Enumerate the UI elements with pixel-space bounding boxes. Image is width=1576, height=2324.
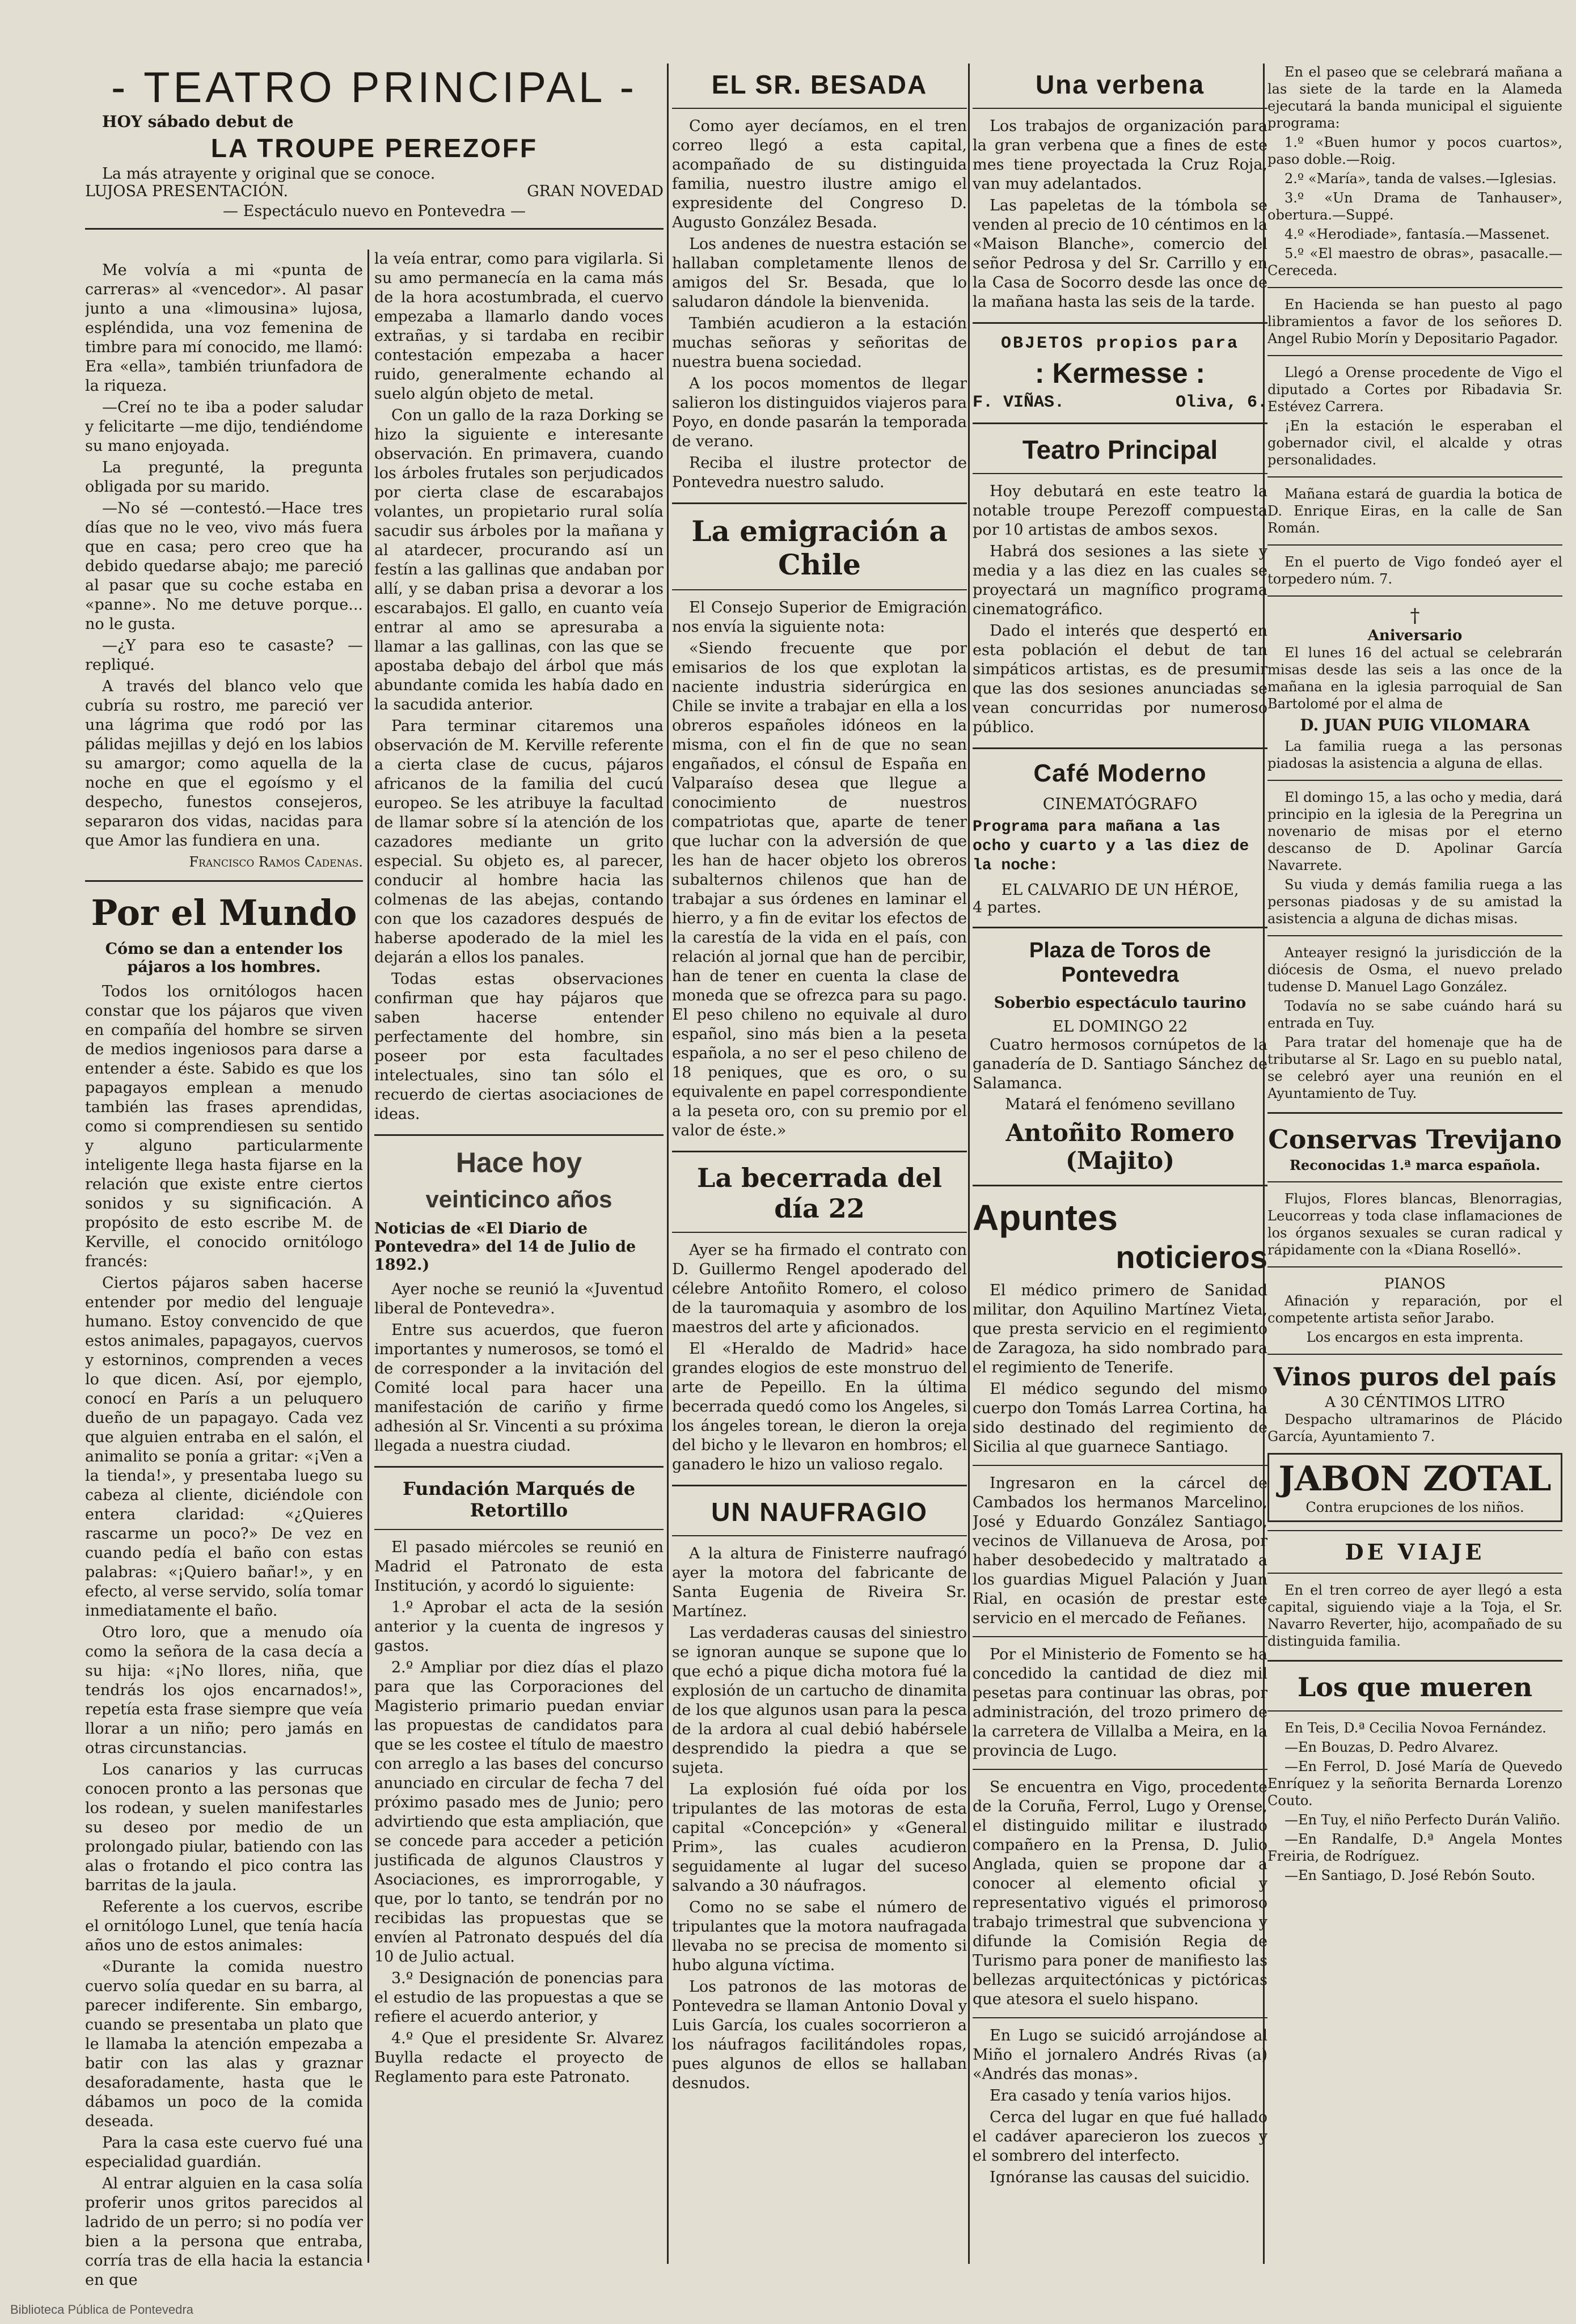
article-paragraph: Ciertos pájaros saben hacerse entender por medio del lenguaje humano. Estoy convencido de que estos animales, papagayos, cuervos y estorninos, comprenden a veces lo que dicen. Así, por ejemplo, conocí en París a un peluquero dueño de un papagayo. Cada vez que alguien entraba en el salón, el animalito se ponía a gritar: «¡Ven a la tienda!», y presentaba luego su cabeza al cliente, diciéndole con entera claridad: «¿Quieres rascarme un poco?» De vez en cuando pedía el baño con estas palabras: «¡Quiero bañar!», y en efecto, al verse servido, solía tomar inmediatamente el baño. [85,1274,363,1620]
hace-hoy-title: Hace hoy [455,1147,582,1178]
article-paragraph: En el paseo que se celebrará mañana a las siete de la tarde en la Alameda ejecutará la banda municipal el siguiente programa: [1267,64,1562,131]
objetos-line: OBJETOS propios para [1000,334,1240,353]
story-paragraph: Me volvía a mi «punta de carreras» al «vencedor». Al pasar junto a una «limousina» lujosa, espléndida, una voz femenina de timbre para mí conocido, me llamó: Era «ella», también triunfadora de la riqueza. [85,261,363,395]
cross-icon: † [1410,605,1420,627]
article-paragraph: 4.º Que el presidente Sr. Alvarez Buylla redacte el proyecto de Reglamento para este Patronato. [374,2030,664,2086]
conservas-tagline: Reconocidas 1.ª marca española. [1289,1157,1541,1173]
article-paragraph: Por el Ministerio de Fomento se ha concedido la cantidad de diez mil pesetas para continuar las obras, por administración, del trozo primero de la carretera de Villalba a Meira, en la provincia de Lugo. [973,1646,1267,1760]
article-paragraph: Entre sus acuerdos, que fueron importantes y numerosos, se tomó el de corresponder a la invitación del Comité local para hacer una manifestación de cariño y firme adhesión al Sr. Vincenti a su próxima llegada a nuestra ciudad. [374,1321,664,1455]
story-paragraph: A través del blanco velo que cubría su rostro, me pareció ver una lágrima que rodó por las pálidas mejillas y dejó en los labios su amargor; como aquella de la noche en que el egoísmo y el despecho, funestos consejeros, separaron dos vidas, nacidas para que Amor las fundiera en una. [85,678,363,850]
column-rule [968,64,970,2264]
calvario-line: EL CALVARIO DE UN HÉROE, [1001,881,1239,899]
puig-name: D. JUAN PUIG VILOMARA [1300,716,1530,734]
article-paragraph: Como no se sabe el número de tripulantes que la motora naufragada llevaba no se precisa de momento si hubo alguna víctima. [672,1899,967,1974]
article-paragraph: Los trabajos de organización para la gran verbena que a fines de este mes tiene proyectada la Cruz Roja, van muy adelantados. [973,117,1267,193]
program-item: 2.º «María», tanda de valses.—Iglesias. [1285,171,1557,187]
article-paragraph: «Durante la comida nuestro cuervo solía quedar en su barra, al parecer indiferente. Sin embargo, cuando se presentaba un plato que le llamaba la atención empezaba a batir con las alas y graznar desaforadamente, hasta que le dábamos un poco de la comida deseada. [85,1958,363,2130]
article-paragraph: Referente a los cuervos, escribe el ornitólogo Lunel, que tenía hacía años uno de estos animales: [85,1898,363,1954]
obituary-item: —En Bouzas, D. Pedro Alvarez. [1285,1739,1499,1755]
obituary-item: —En Santiago, D. José Rebón Souto. [1285,1867,1536,1883]
article-paragraph: Hoy debutará en este teatro la notable troupe Perezoff compuesta por 10 artistas de ambos sexos. [973,483,1267,539]
story-paragraph: La pregunté, la pregunta obligada por su marido. [85,459,363,496]
ad-line: HOY sábado debut de [102,112,294,131]
chile-title: La emigración a Chile [691,514,948,581]
article-paragraph: Dado el interés que despertó en esta población el debut de tan simpáticos artistas, es de presumir que las dos sesiones anunciadas se vean concurridas por numeroso público. [973,622,1267,736]
column-5 [1267,64,1562,1886]
article-paragraph: Era casado y tenía varios hijos. [990,2087,1232,2105]
article-paragraph: Las verdaderas causas del siniestro se ignoran aunque se supone que lo que echó a pique dicha motora fué la explosión de un cartucho de dinamita de los que algunos usan para la pesca de la ardora al cual debió habérsele desprendido la piedra a que se sujeta. [672,1624,967,1777]
program-item: 3.º «Un Drama de Tanhauser», obertura.—Suppé. [1267,190,1562,223]
article-paragraph: El pasado miércoles se reunió en Madrid el Patronato de esta Institución, y acordó lo siguiente: [374,1539,664,1595]
article-paragraph: En el tren correo de ayer llegó a esta capital, siguiendo viaje a la Toja, el Sr. Navarro Reverter, hijo, acompañado de su distinguida familia. [1267,1582,1562,1649]
article-paragraph: Para tratar del homenaje que ha de tributarse al Sr. Lago en su pueblo natal, se celebró ayer una reunión en el Ayuntamiento de Tuy. [1267,1034,1562,1101]
story-paragraph: —No sé —contestó.—Hace tres días que no le veo, vivo más fuera que en casa; pero creo que ha debido quedarse abajo; me pareció al pasar que su coche estaba en «panne». No me detuve porque... no le gusta. [85,500,363,633]
article-paragraph: Los patronos de las motoras de Pontevedra se llaman Antonio Doval y Luis García, los cuales socorrieron a los náufragos facilitándoles ropas, pues algunos de ellos se hallaban desnudos. [672,1978,967,2092]
obituary-item: —En Tuy, el niño Perfecto Durán Valiño. [1285,1812,1561,1828]
article-paragraph: El Consejo Superior de Emigración nos envía la siguiente nota: [672,599,967,636]
article-paragraph: 3.º Designación de ponencias para el estudio de las propuestas a que se refiere el acuerdo anterior, y [374,1970,664,2026]
verbena-title: Una verbena [1035,70,1205,99]
article-paragraph: Cerca del lugar en que fué hallado el cadáver aparecieron los zuecos y el sombrero del interfecto. [973,2108,1267,2165]
column-rule [367,250,369,2263]
article-paragraph: La familia ruega a las personas piadosas la asistencia a alguna de ellas. [1267,738,1562,771]
article-paragraph: 1.º Aprobar el acta de la sesión anterior y la cuenta de ingresos y gastos. [374,1599,664,1655]
kermesse-title: : Kermesse : [1034,357,1206,389]
column-3 [672,64,967,2095]
article-paragraph: Cuatro hermosos cornúpetos de la ganadería de D. Santiago Sánchez de Salamanca. [973,1036,1267,1092]
cafe-title: Café Moderno [1033,759,1207,787]
ad-troupe: LA TROUPE PEREZOFF [210,133,538,163]
article-paragraph: Los canarios y las currucas conocen pronto a las personas que los rodean, y suelen manifestarles su deseo por medio de un prolongado piular, batiendo con las alas o frotando el pico contra las barritas de la jaula. [85,1761,363,1894]
article-paragraph: El «Heraldo de Madrid» hace grandes elogios de este monstruo del arte de Pepeillo. En la última becerrada quedó como los Angeles, si los ángeles torean, le dieron la oreja del bicho y le llevaron en hombros; el ganadero le hizo un valioso regalo. [672,1340,967,1473]
article-paragraph: Los andenes de nuestra estación se hallaban completamente llenos de amigos del Sr. Besada, que lo saludaron dándole la bienvenida. [672,235,967,311]
article-paragraph: Otro loro, que a menudo oía como la señora de la casa decía a su hija: «¡No llores, niña, que tendrás los ojos encarnados!», repetía esta frase siempre que veía llorar a un niño; pero jamás en otras circunstancias. [85,1624,363,1757]
story-paragraph: —¿Y para eso te casaste? —repliqué. [85,637,363,674]
article-paragraph: Ayer se ha firmado el contrato con D. Guillermo Rengel apoderado del célebre Antoñito Romero, el coloso de la tauromaquia y asombro de los maestros del arte y aficionados. [672,1241,967,1336]
jabon-title: JABON ZOTAL [1278,1459,1552,1499]
article-paragraph: Se encuentra en Vigo, procedente de la Coruña, Ferrol, Lugo y Orense, el distinguido militar e ilustrado compañero en la Prensa, D. Julio Anglada, quien se propone dar a conocer al elemento oficial y representativo vigués el primoroso trabajo trimestral que subvenciona y difunde la Comisión Regia de Turismo para poner de manifiesto las bellezas arquitectónicas y pictóricas que atesora el suelo hispano. [973,1778,1267,2008]
article-paragraph: Como ayer decíamos, en el tren correo llegó a esta capital, acompañado de su distinguida familia, nuestro ilustre amigo el expresidente del Congreso D. Augusto González Besada. [672,117,967,231]
becerrada-title: La becerrada del día 22 [696,1163,943,1224]
aniversario-title: Aniversario [1367,627,1463,644]
conservas-title: Conservas Trevijano [1268,1124,1562,1155]
noticias-heading: Noticias de «El Diario de Pontevedra» del 14 de Julio de 1892.) [374,1220,636,1274]
article-paragraph: Para terminar citaremos una observación de M. Kerville referente a cierta clase de cucus, pájaros africanos de la familia del cucú europeo. Se les atribuye la facultad de llamar sobre sí la atención de los cazadores mediante un grito especial. Su objeto es, al parecer, conducir al hombre hacia las colmenas de las abejas, contando con que los cazadores después de haberse apoderado de la miel les dejarán a ellos los panales. [374,717,664,966]
domingo-line: EL DOMINGO 22 [1052,1018,1188,1036]
jabon-tagline: Contra erupciones de los niños. [1305,1499,1524,1515]
soberbio-line: Soberbio espectáculo taurino [994,994,1247,1012]
article-paragraph: En el puerto de Vigo fondeó ayer el torpedero núm. 7. [1267,554,1562,587]
article-paragraph: Para la casa este cuervo fué una especialidad guardián. [85,2134,363,2171]
article-paragraph: Con un gallo de la raza Dorking se hizo la siguiente e interesante observación. En primavera, cuando los árboles frutales son perjudicados por cierta clase de escarabajos volantes, un propietario rural solía sacudir sus árboles por la mañana y al atardecer, procurando así un festín a las gallinas que andaban por allí, y se daban prisa a devorar a los escarabajos. El gallo, en cuanto veía entrar al amo se apresuraba a llamar a las gallinas, con las que se apostaba debajo del árbol que más abundante comida les había dado en la sacudida anterior. [374,407,664,713]
article-paragraph: ¡En la estación le esperaban el gobernador civil, el alcalde y otras personalidades. [1267,418,1562,468]
article-paragraph: 2.º Ampliar por diez días el plazo para que las Corporaciones del Magisterio primario puedan enviar las propuestas de candidatos para que se les costee el título de maestro con arreglo a las bases del concurso anunciado en circular de fecha 7 del próximo pasado mes de Junio; pero advirtiendo que esta ampliación, que se concede para acceder a petición justificada de algunos Claustros y Asociaciones, es improrrogable, y que, por lo tanto, se tendrán por no recibidas las propuestas que se envíen al Patronato después del día 10 de Julio actual. [374,1659,664,1966]
obituary-item: —En Ferrol, D. José María de Quevedo Enríquez y la señorita Bernarda Lorenzo Couto. [1267,1759,1562,1809]
obituary-item: En Teis, D.ª Cecilia Novoa Fernández. [1285,1720,1547,1736]
article-paragraph: El domingo 15, a las ocho y media, dará principio en la iglesia de la Peregrina un novenario de misas por el eterno descanso de D. Apolinar García Navarrete. [1267,789,1562,873]
program-item: 4.º «Herodiade», fantasía.—Massenet. [1285,226,1550,242]
article-paragraph: Al entrar alguien en la casa solía proferir unos gritos parecidos al ladrido de un perro; si no podía ver bien a la persona que entraba, corría tras de ella hacia la estancia en que [85,2175,363,2289]
ad-lujosa: LUJOSA PRESENTACIÓN. [85,183,289,200]
story-paragraph: —Creí no te iba a poder saludar y felicitarte —me dijo, tendiéndome su mano enjoyada. [85,399,363,455]
article-paragraph: El médico segundo del mismo cuerpo don Tomás Larrea Cortina, ha sido destinado del regimiento de Sicilia al que guarnece Santiago. [973,1380,1267,1456]
article-paragraph: En Hacienda se han puesto al pago libramientos a favor de los señores D. Angel Rubio Morín y Depositario Pagador. [1267,297,1562,347]
article-paragraph: la veía entrar, como para vigilarla. Si su amo permanecía en la cama más de la hora acostumbrada, el cuervo empezaba a llamarlo dando voces extrañas, y si tardaba en recibir contestación empezaba a hacer ruido, generalmente echando al suelo algún objeto de metal. [374,250,664,403]
ad-line: — Espectáculo nuevo en Pontevedra — [223,202,526,220]
article-paragraph: Despacho ultramarinos de Plácido García, Ayuntamiento 7. [1267,1412,1562,1444]
article-paragraph: Anteayer resignó la jurisdicción de la diócesis de Osma, el nuevo prelado tudense D. Manuel Lago González. [1267,945,1562,995]
fundacion-title: Fundación Marqués de Retortillo [402,1478,636,1521]
vinas-name: F. VIÑAS. [973,393,1065,412]
story-signature: Francisco Ramos Cadenas. [189,854,363,870]
article-paragraph: Habrá dos sesiones a las siete y media y a las diez en las cuales se proyectará un magnífico programa cinematográfico. [973,543,1267,618]
article-paragraph: Mañana estará de guardia la botica de D. Enrique Eiras, en la calle de San Román. [1267,486,1562,536]
article-paragraph: En Lugo se suicidó arrojándose al Miño el jornalero Andrés Rivas (a) «Andrés das monas». [973,2027,1267,2083]
article-paragraph: A la altura de Finisterre naufragó ayer la motora del fabricante de Santa Eugenia de Riveira Sr. Martínez. [672,1545,967,1620]
teatro-title: Teatro Principal [1022,435,1218,464]
plaza-title: Plaza de Toros de Pontevedra [1029,939,1211,987]
article-paragraph: Ignóranse las causas del suicidio. [990,2169,1250,2186]
program-item: 1.º «Buen humor y pocos cuartos», paso doble.—Roig. [1267,134,1562,167]
matara-line: Matará el fenómeno sevillano [1005,1096,1235,1113]
ad-novedad: GRAN NOVEDAD [527,183,664,200]
section-subtitle: Cómo se dan a entender los pájaros a los hombres. [105,940,343,976]
vinas-address: Oliva, 6. [1175,393,1267,412]
program-item: 5.º «El maestro de obras», pasacalle.—Cereceda. [1267,246,1562,278]
veinticinco-title: veinticinco años [425,1186,612,1212]
programa-line: Programa para mañana a las ocho y cuarto y a las diez de la noche: [973,818,1249,874]
jabon-ad [1267,1453,1562,1522]
article-paragraph: Afinación y reparación, por el competente artista señor Jarabo. [1267,1293,1562,1326]
column-1 [85,261,363,2292]
teatro-principal-ad [85,64,664,230]
article-paragraph: Todos los ornitólogos hacen constar que los pájaros que viven en compañía del hombre se sirven de medios ingeniosos para darse a entender a éste. Sabido es que los papagayos emplean a menudo también las frases aprendidas, como si comprendiesen su sentido y alguno particularmente inteligente llega hasta fijarse en la relación que existe entre ciertos sonidos y su significación. A propósito de esto escribe M. de Kerville, el conocido ornitólogo francés: [85,983,363,1270]
article-paragraph: La explosión fué oída por los tripulantes de las motoras de esta capital «Concepción» y «General Prim», las cuales acudieron seguidamente al lugar del suceso salvando a 30 náufragos. [672,1781,967,1895]
article-paragraph: Su viuda y demás familia ruega a las personas piadosas y de su amistad la asistencia a alguna de dichas misas. [1267,877,1562,927]
column-4 [973,64,1267,2190]
noticieros-title: noticieros [1116,1239,1267,1275]
naufragio-title: UN NAUFRAGIO [711,1497,928,1527]
vinos-price: A 30 CÉNTIMOS LITRO [1325,1394,1505,1411]
partes-line: 4 partes. [973,899,1042,916]
article-paragraph: Ingresaron en la cárcel de Cambados los hermanos Marcelino, José y Eduardo González Santiago, vecinos de Villanueva de Arosa, por haber desobedecido y maltratado a los guardias Miguel Palación y Juan Rial, en ocasión de prestar este servicio en el mercado de Feñanes. [973,1474,1267,1627]
article-paragraph: Todavía no se sabe cuándo hará su entrada en Tuy. [1267,998,1562,1031]
column-rule [667,64,669,2264]
article-paragraph: «Siendo frecuente que por emisarios de los que explotan la naciente industria siderúrgica en Chile se invite a trabajar en ella a los obreros españoles idóneos en la misma, con el fin de que no sean engañados, el cónsul de España en Valparaíso desea que llegue a conocimiento de nuestros compatriotas que, aparte de tener que luchar con la adversión de que les han de hacer objeto los obreros subalternos chilenos que han de trabajar a sus órdenes en laminar el hierro, y a fin de evitar los efectos de la carestía de la vida en el país, con relación al jornal que han de percibir, han de tener en cuenta la clase de moneda que se ofrezca para su pago. El peso chileno no equivale al duro español, sino más bien a la peseta española, a no ser el peso chileno de 18 peniques, que es oro, o su equivalente en papel correspondiente a la peseta oro, con su premio por el valor de éste.» [672,640,967,1139]
ad-title: - TEATRO PRINCIPAL - [111,64,637,112]
cinematografo-label: CINEMATÓGRAFO [1042,795,1198,813]
besada-title: EL SR. BESADA [711,70,928,99]
antonito-title: Antoñito Romero (Majito) [1005,1119,1235,1174]
article-paragraph: El médico primero de Sanidad militar, don Aquilino Martínez Vieta, que presta servicio en el regimiento de Zaragoza, ha sido nombrado para el regimiento de Tenerife. [973,1282,1267,1376]
vinos-title: Vinos puros del país [1273,1363,1557,1392]
viaje-title: DE VIAJE [1345,1539,1485,1565]
article-paragraph: Reciba el ilustre protector de Pontevedra nuestro saludo. [672,454,967,491]
article-paragraph: A los pocos momentos de llegar salieron los distinguidos viajeros para Poyo, en donde pasarán la temporada de verano. [672,375,967,450]
pianos-title: PIANOS [1384,1275,1446,1292]
apuntes-title: Apuntes [973,1197,1118,1238]
encargos-line: Los encargos en esta imprenta. [1306,1329,1524,1345]
article-paragraph: Todas estas observaciones confirman que hay pájaros que saben hacerse entender perfectamente del hombre, sin poseer por esta facultades intelectuales, sino tan sólo el recuerdo de ciertas asociaciones de ideas. [374,970,664,1123]
mueren-title: Los que mueren [1297,1672,1533,1702]
ad-line: La más atrayente y original que se conoce. [102,165,436,183]
column-2 [374,250,664,2089]
section-title: Por el Mundo [91,892,357,933]
article-paragraph: Llegó a Orense procedente de Vigo el diputado a Cortes por Ribadavia Sr. Estévez Carrera. [1267,365,1562,415]
library-footer: Biblioteca Pública de Pontevedra [10,2302,193,2317]
obituary-item: —En Randalfe, D.ª Angela Montes Freiria, de Rodríguez. [1267,1831,1562,1864]
article-paragraph: Flujos, Flores blancas, Blenorragias, Leucorreas y toda clase inflamaciones de los órganos sexuales se curan radical y rápidamente con la «Diana Roselló». [1267,1191,1562,1258]
article-paragraph: Las papeletas de la tómbola se venden al precio de 10 céntimos en la «Maison Blanche», comercio del señor Pedrosa y del Sr. Carrillo y en la Casa de Socorro desde las once de la mañana hasta las seis de la tarde. [973,197,1267,311]
article-paragraph: Ayer noche se reunió la «Juventud liberal de Pontevedra». [374,1281,664,1317]
article-paragraph: El lunes 16 del actual se celebrarán misas desde las seis a las once de la mañana en la iglesia parroquial de San Bartolomé por el alma de [1267,645,1562,712]
article-paragraph: También acudieron a la estación muchas señoras y señoritas de nuestra buena sociedad. [672,315,967,371]
